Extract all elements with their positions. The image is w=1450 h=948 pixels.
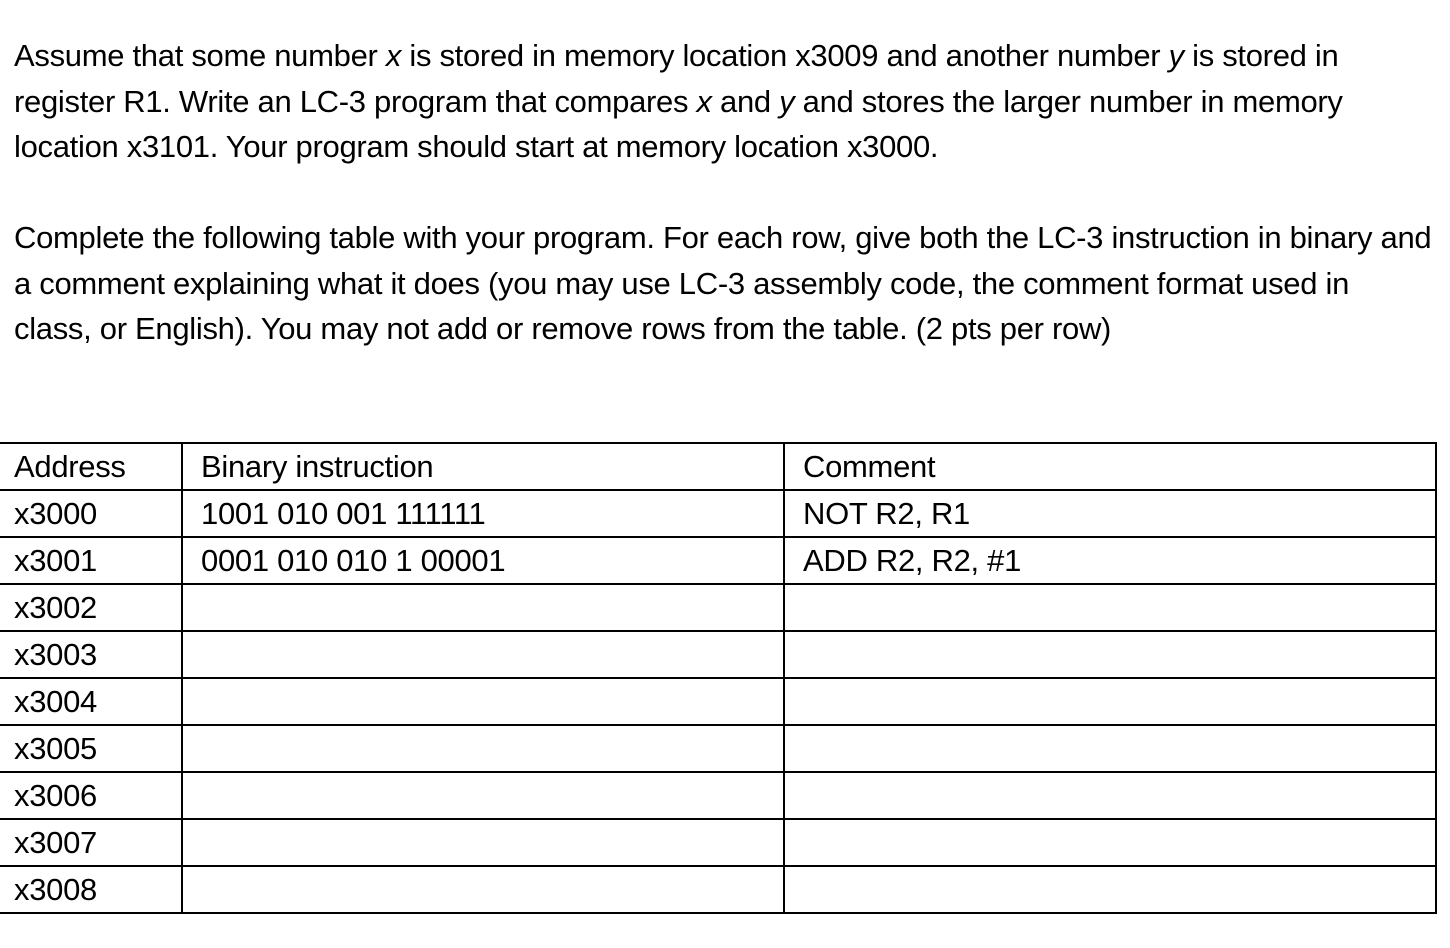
binary-instruction-cell[interactable] [182,725,784,772]
intro-text-5: and stores the larger number in memory location x3101. Your program should start at memory location x3000. [14,83,1343,164]
address-cell: x3003 [0,631,182,678]
comment-cell[interactable] [784,725,1436,772]
intro-text-1: Assume that some number [14,38,386,73]
comment-cell[interactable] [784,631,1436,678]
table-header-row [0,443,1436,490]
question-instructions: Complete the following table with your program. For each row, give both the LC-3 instruction in binary and a comment explaining what it does (you may use LC-3 assembly code, the comment format used in class, or English). You may not add or remove rows from the table. (2 pts per row) [14,220,1432,346]
comment-cell[interactable] [784,819,1436,866]
comment-cell[interactable]: NOT R2, R1 [784,490,1436,537]
address-cell: x3004 [0,678,182,725]
header-binary: Binary instruction [182,443,784,490]
address-cell: x3001 [0,537,182,584]
table-row [0,725,1436,772]
address-cell: x3002 [0,584,182,631]
binary-instruction-cell[interactable] [182,819,784,866]
binary-instruction-cell[interactable] [182,866,784,913]
table-row [0,537,1436,584]
comment-cell[interactable] [784,678,1436,725]
var-y-2: y [779,83,795,119]
address-cell: x3005 [0,725,182,772]
binary-instruction-cell[interactable] [182,678,784,725]
address-cell: x3007 [0,819,182,866]
var-x-2: x [696,83,712,119]
comment-cell[interactable] [784,866,1436,913]
binary-instruction-cell[interactable] [182,631,784,678]
var-x: x [385,38,402,73]
table-row [0,678,1436,725]
intro-text-3: is stored in register R1. Write an LC-3 program that compares [14,38,1339,119]
address-cell: x3006 [0,772,182,819]
address-cell: x3000 [0,490,182,537]
intro-text-4: and [711,83,780,119]
intro-text-2: is stored in memory location x3009 and another number [401,38,1169,73]
table-row [0,819,1436,866]
binary-instruction-cell[interactable] [182,584,784,631]
table-row [0,490,1436,537]
header-comment: Comment [784,443,1436,490]
table-row [0,866,1436,913]
comment-cell[interactable] [784,772,1436,819]
program-table [0,442,1437,914]
table-row [0,584,1436,631]
header-address: Address [0,443,182,490]
table-row [0,631,1436,678]
binary-instruction-cell[interactable]: 0001 010 010 1 00001 [182,537,784,584]
binary-instruction-cell[interactable] [182,772,784,819]
table-row [0,772,1436,819]
binary-instruction-cell[interactable]: 1001 010 001 111111 [182,490,784,537]
address-cell: x3008 [0,866,182,913]
question-intro [14,33,1434,170]
var-y: y [1168,38,1184,73]
comment-cell[interactable] [784,584,1436,631]
comment-cell[interactable]: ADD R2, R2, #1 [784,537,1436,584]
